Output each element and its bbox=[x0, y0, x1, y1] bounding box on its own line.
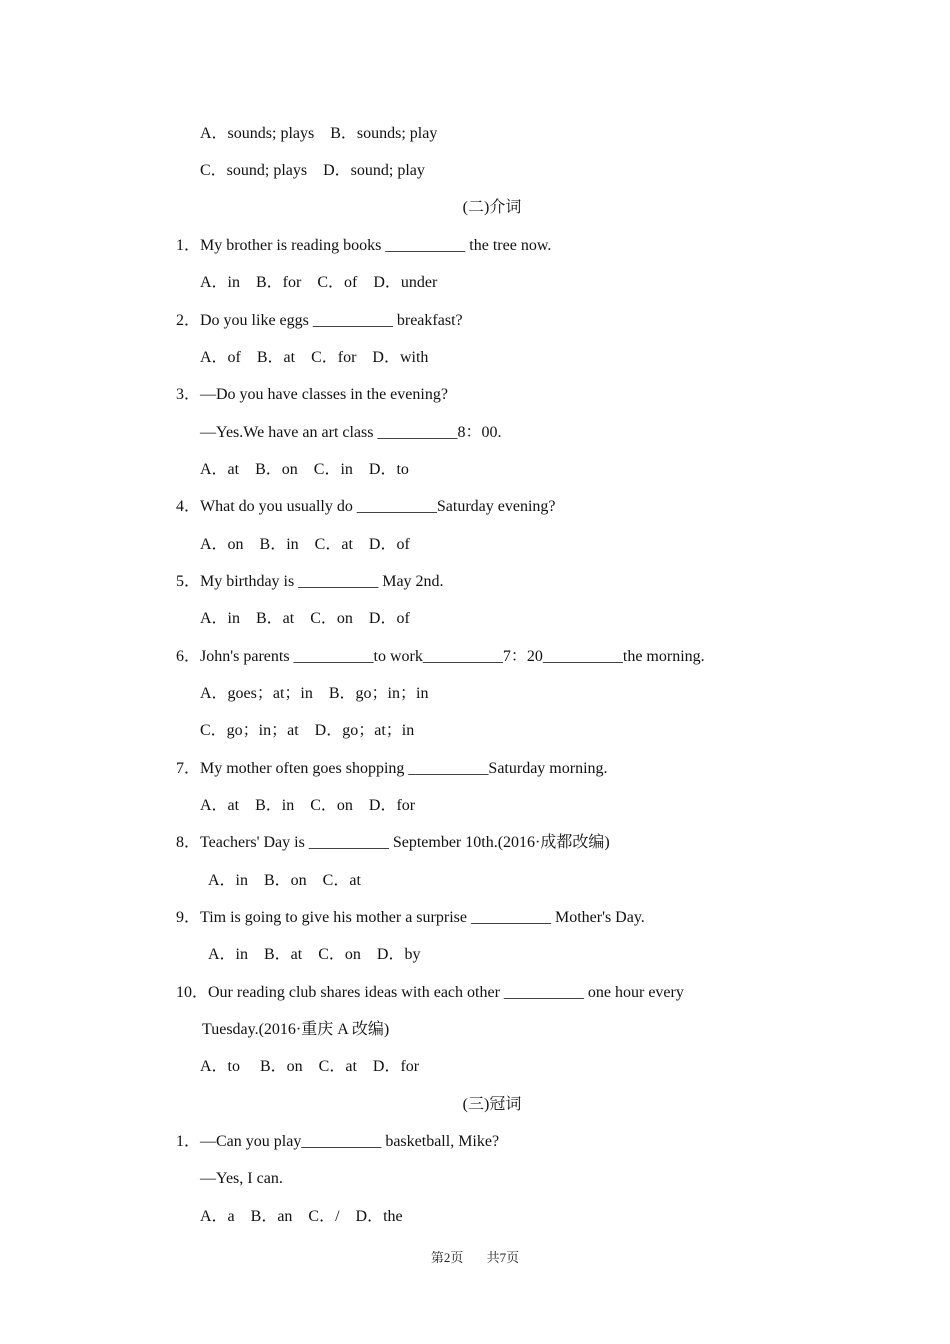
options-line: A．in B．for C．of D．under bbox=[200, 274, 438, 291]
dialogue-line: —Yes.We have an art class __________8：00. bbox=[200, 424, 502, 441]
question-line: 4．What do you usually do __________Saturday evening? bbox=[176, 498, 556, 515]
page-number: 第2页 bbox=[430, 1250, 464, 1265]
options-line: A．sounds; plays B．sounds; play bbox=[200, 125, 438, 142]
options-line: A．in B．at C．on D．of bbox=[200, 610, 410, 627]
section-heading-articles: (三)冠词 bbox=[462, 1096, 522, 1113]
question-continuation: Tuesday.(2016·重庆 A 改编) bbox=[202, 1021, 390, 1038]
options-line: C．go；in；at D．go；at；in bbox=[200, 722, 415, 739]
options-line: A．in B．at C．on D．by bbox=[208, 946, 421, 963]
question-line: 10．Our reading club shares ideas with each other __________ one hour every bbox=[176, 984, 684, 1001]
section-heading-prepositions: (二)介词 bbox=[462, 199, 522, 216]
options-line: A．at B．in C．on D．for bbox=[200, 797, 416, 814]
options-line: A．at B．on C．in D．to bbox=[200, 461, 409, 478]
dialogue-line: —Yes, I can. bbox=[200, 1170, 283, 1187]
question-line: 3．—Do you have classes in the evening? bbox=[176, 386, 448, 403]
question-line: 7．My mother often goes shopping __________Saturday morning. bbox=[176, 760, 608, 777]
question-line: 1．—Can you play__________ basketball, Mike? bbox=[176, 1133, 500, 1150]
options-line: A．in B．on C．at bbox=[208, 872, 361, 889]
page-total: 共7页 bbox=[486, 1250, 520, 1265]
options-line: A．to B．on C．at D．for bbox=[200, 1058, 420, 1075]
options-line: A．goes；at；in B．go；in；in bbox=[200, 685, 429, 702]
question-line: 9．Tim is going to give his mother a surprise __________ Mother's Day. bbox=[176, 909, 645, 926]
question-line: 1．My brother is reading books __________ the tree now. bbox=[176, 237, 552, 254]
question-line: 8．Teachers' Day is __________ September 10th.(2016·成都改编) bbox=[176, 834, 610, 851]
options-line: A．a B．an C．/ D．the bbox=[200, 1208, 403, 1225]
question-line: 6．John's parents __________to work__________7：20__________the morning. bbox=[176, 648, 705, 665]
options-line: A．on B．in C．at D．of bbox=[200, 536, 410, 553]
question-line: 2．Do you like eggs __________ breakfast? bbox=[176, 312, 463, 329]
options-line: C．sound; plays D．sound; play bbox=[200, 162, 425, 179]
question-line: 5．My birthday is __________ May 2nd. bbox=[176, 573, 444, 590]
page-footer bbox=[0, 1250, 950, 1266]
options-line: A．of B．at C．for D．with bbox=[200, 349, 429, 366]
